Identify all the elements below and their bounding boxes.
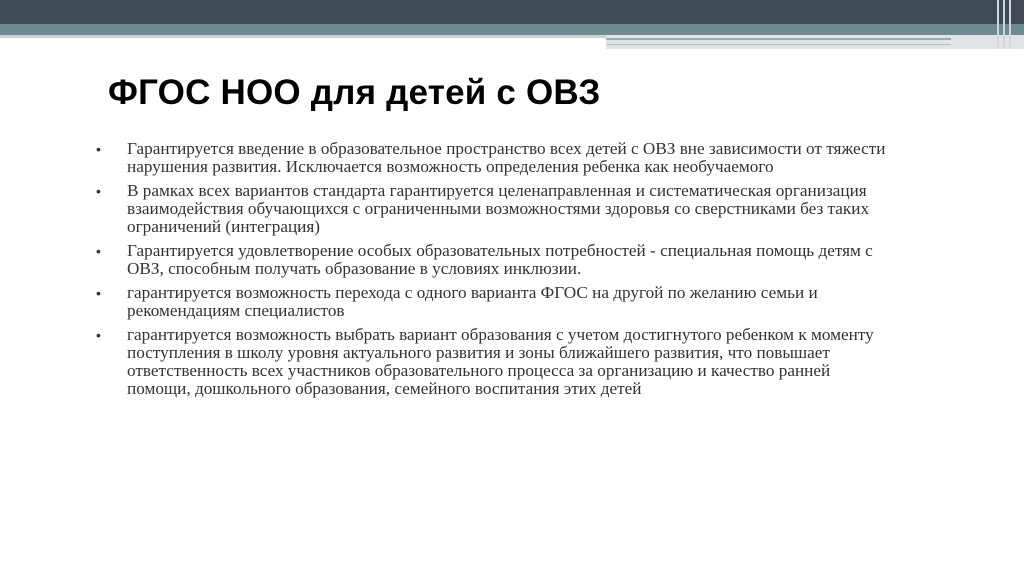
bullet-icon: •	[96, 183, 101, 199]
header-decor-vline	[1009, 0, 1011, 49]
bullet-text: Гарантируется введение в образовательное пространство всех детей с ОВЗ вне зависимости от тяжести нарушения развития. Исключается возможность определения ребенка как необучаемого	[127, 139, 886, 176]
header-band-teal	[0, 24, 1024, 35]
header-decor-vline	[1003, 0, 1005, 49]
header-decor-line	[606, 38, 951, 40]
bullet-item	[96, 284, 896, 320]
bullet-item	[96, 182, 896, 236]
bullet-text: гарантируется возможность перехода с одного варианта ФГОС на другой по желанию семьи и рекомендациям специалистов	[127, 283, 818, 320]
bullet-item	[96, 326, 896, 398]
header-band-light	[0, 35, 606, 38]
bullet-text: Гарантируется удовлетворение особых образовательных потребностей - специальная помощь детям с ОВЗ, способным получать образование в условиях инклюзии.	[127, 241, 873, 278]
bullet-item	[96, 140, 896, 176]
bullet-icon: •	[96, 141, 101, 157]
header-band-dark	[0, 0, 1024, 24]
bullet-icon: •	[96, 285, 101, 301]
bullet-text: В рамках всех вариантов стандарта гарантируется целенаправленная и систематическая организация взаимодействия обучающихся с ограниченными возможностями здоровья со сверстниками без таких ограничений (интеграция)	[127, 181, 870, 236]
bullet-text: гарантируется возможность выбрать вариант образования с учетом достигнутого ребенком к моменту поступления в школу уровня актуального развития и зоны ближайшего развития, что повышает ответственность всех участников образовательного процесса за организацию и качество ранней помощи, дошкольного образования, семейного воспитания этих детей	[127, 325, 874, 398]
header-decor-vline	[997, 0, 999, 49]
bullet-icon: •	[96, 243, 101, 259]
header-decor-line	[606, 44, 951, 45]
slide-title: ФГОС НОО для детей с ОВЗ	[108, 73, 601, 112]
bullet-list	[96, 140, 896, 404]
bullet-icon: •	[96, 327, 101, 343]
bullet-item	[96, 242, 896, 278]
